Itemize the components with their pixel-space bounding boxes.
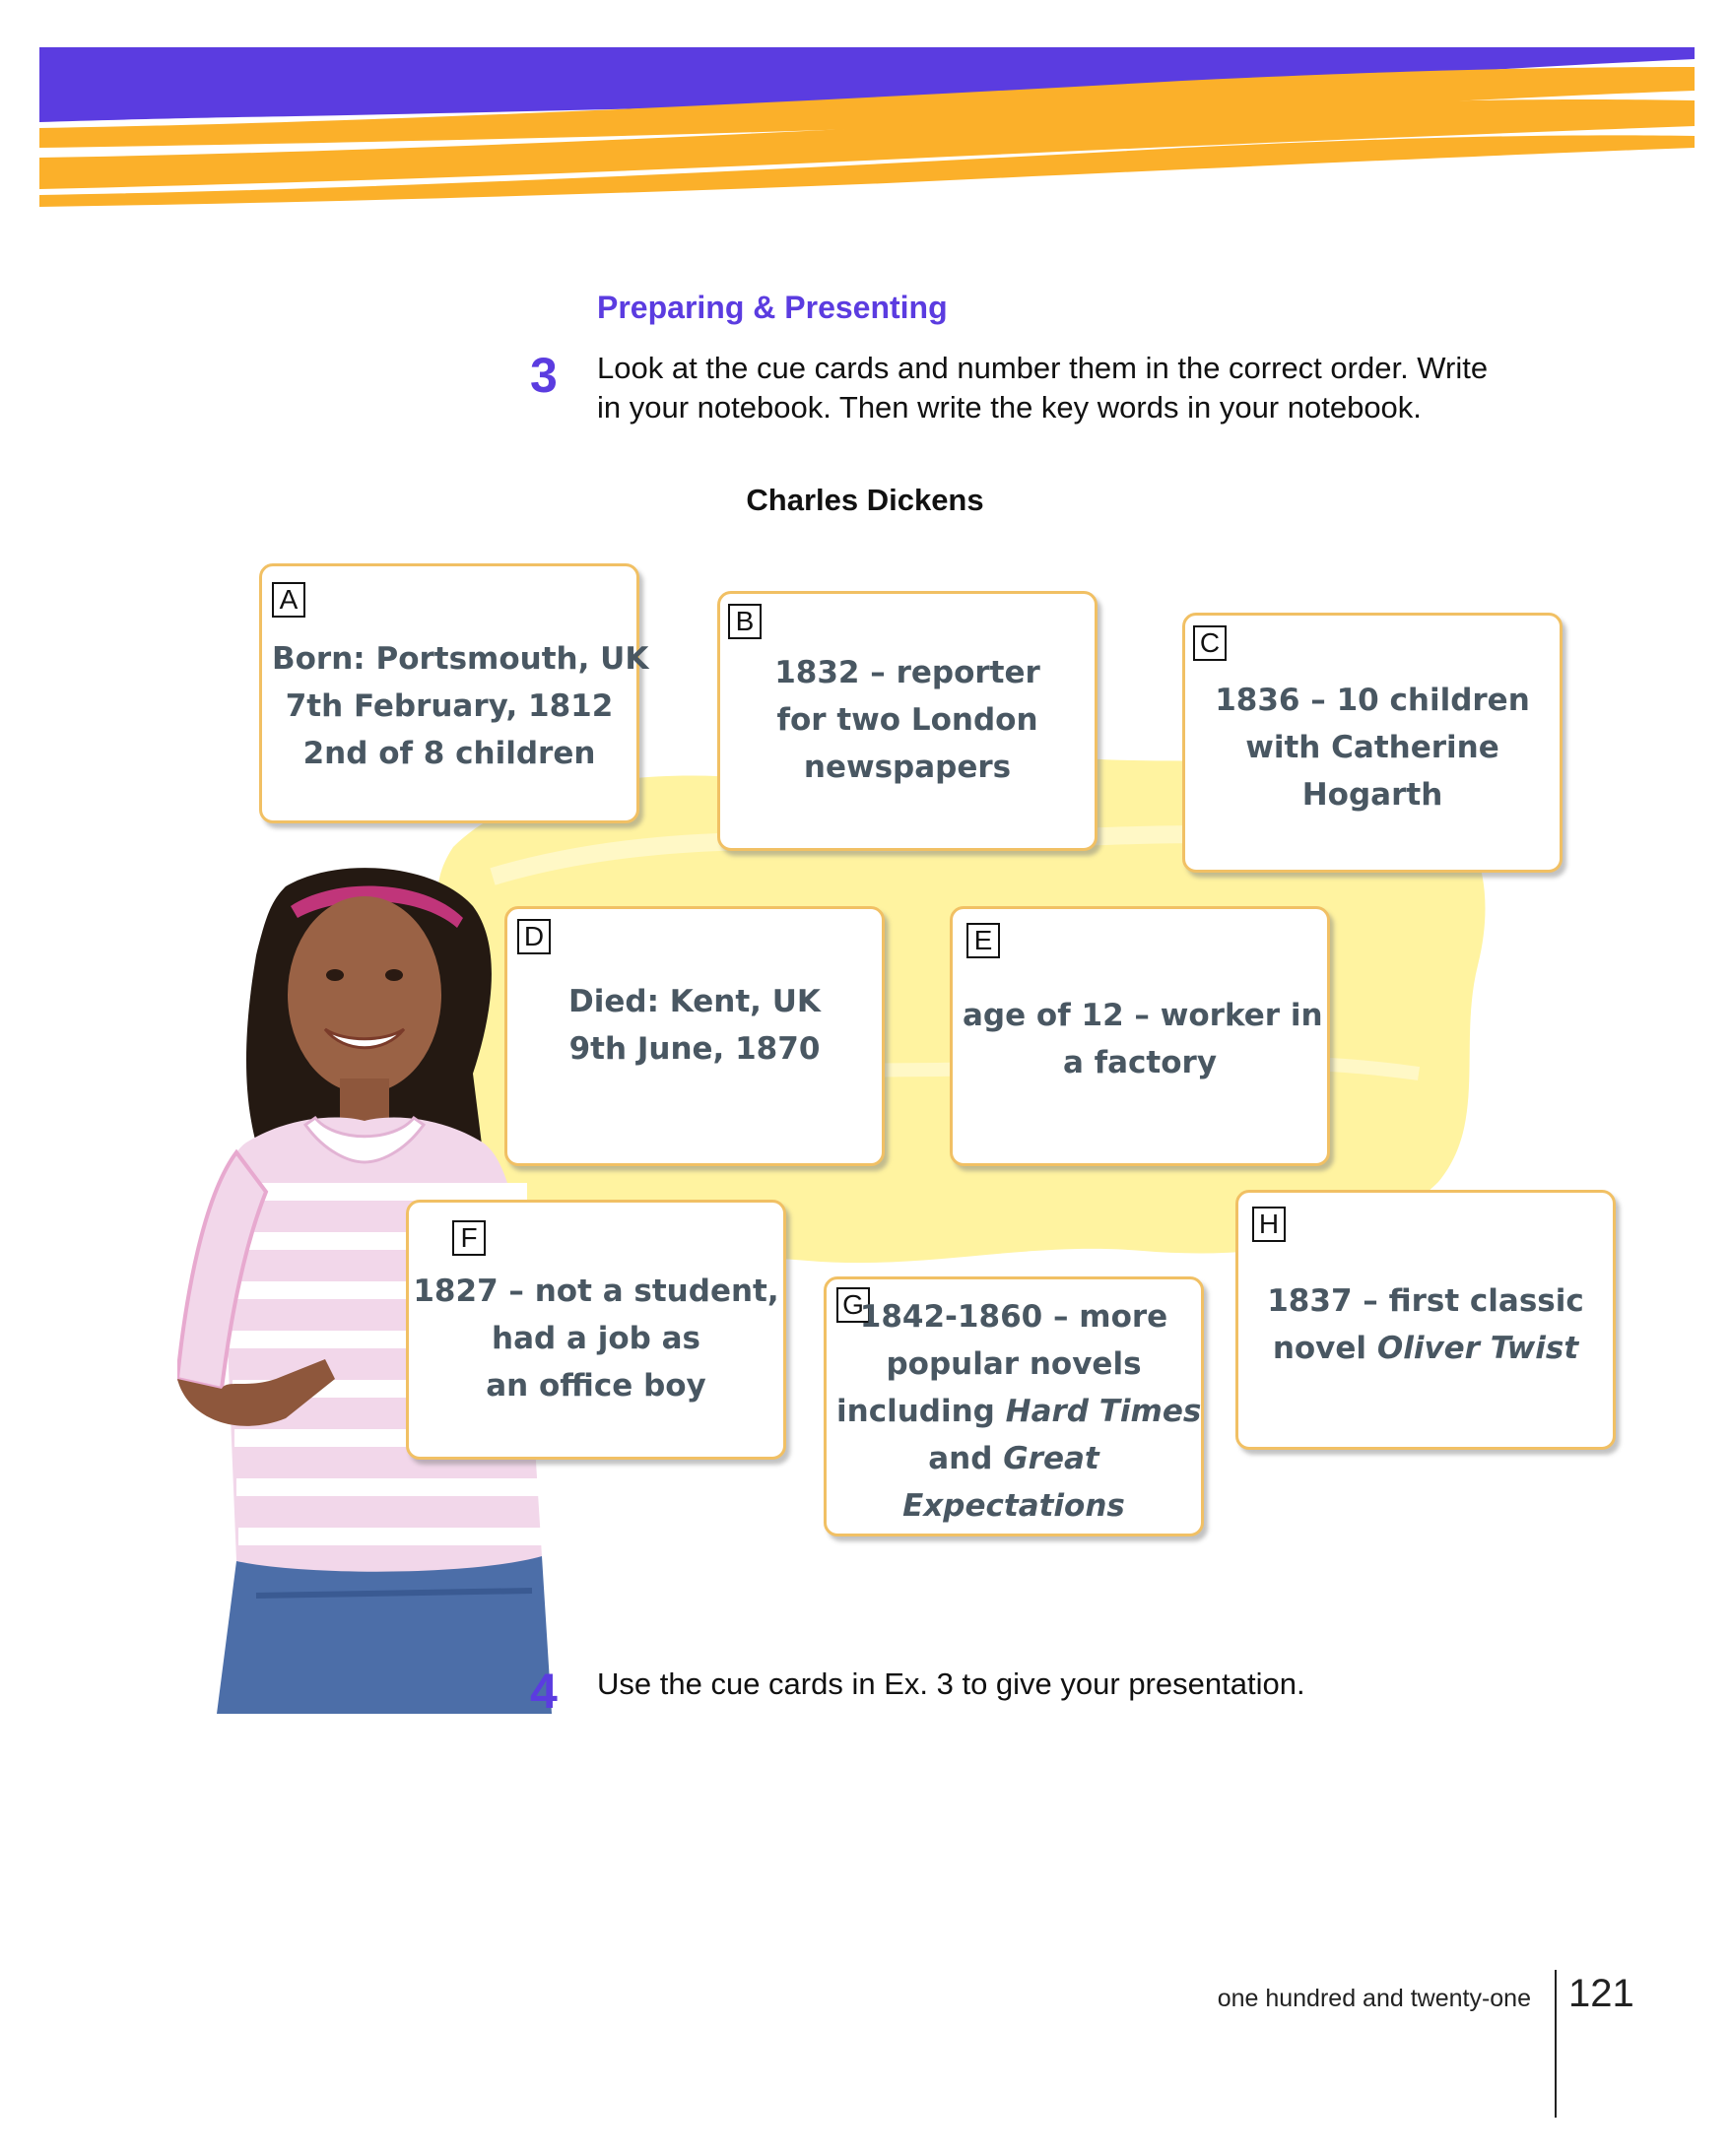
card-h-line-2-plain: novel (1272, 1331, 1377, 1366)
card-letter-b: B (728, 604, 762, 639)
exercise-3-instruction-line-1: Look at the cue cards and number them in the correct order. Write (597, 351, 1489, 385)
card-c-line-3: Hogarth (1301, 777, 1443, 813)
card-c-line-2: with Catherine (1245, 730, 1499, 765)
card-g-line-3-plain: including (836, 1394, 1006, 1429)
card-g-title-great: Great (1003, 1441, 1099, 1476)
card-a-line-3: 2nd of 8 children (302, 736, 596, 771)
cue-card-h (1235, 1190, 1616, 1450)
card-e-text (963, 992, 1323, 1086)
card-g-line-2: popular novels (886, 1346, 1142, 1382)
card-letter-c: C (1193, 625, 1227, 661)
card-f-line-3: an office boy (486, 1368, 706, 1404)
card-letter-f: F (452, 1220, 486, 1256)
section-heading: Preparing & Presenting (597, 290, 948, 325)
card-b-text (730, 649, 1085, 791)
exercise-3-number: 3 (530, 348, 558, 403)
girl-face (288, 896, 441, 1093)
cue-card-b (717, 591, 1098, 851)
page-number: 121 (1568, 1972, 1634, 2015)
cue-card-g (824, 1276, 1204, 1536)
card-letter-d: D (517, 919, 551, 954)
card-c-line-1: 1836 – 10 children (1215, 683, 1530, 718)
card-f-line-2: had a job as (492, 1321, 700, 1356)
card-letter-h: H (1252, 1207, 1286, 1242)
card-d-line-1: Died: Kent, UK (568, 984, 821, 1019)
card-a-line-1: Born: Portsmouth, UK (272, 641, 649, 677)
exercise-4-instruction: Use the cue cards in Ex. 3 to give your presentation. (597, 1666, 1305, 1701)
exercise-4-number: 4 (530, 1664, 558, 1719)
cue-card-e (950, 906, 1330, 1166)
girl-jeans (217, 1556, 552, 1714)
page-number-words: one hundred and twenty-one (1217, 1985, 1531, 2012)
header-banner (0, 0, 1730, 236)
cue-card-f (406, 1200, 786, 1460)
card-h-title-oliver-twist: Oliver Twist (1376, 1331, 1579, 1366)
cue-card-a (259, 563, 649, 823)
card-e-line-2: a factory (1062, 1045, 1218, 1080)
card-f-line-1: 1827 – not a student, (413, 1274, 779, 1309)
card-d-line-2: 9th June, 1870 (568, 1031, 821, 1067)
card-g-title-expectations: Expectations (902, 1488, 1125, 1524)
card-b-line-3: newspapers (803, 750, 1012, 785)
exercise-3-instruction-line-2: in your notebook. Then write the key words in your notebook. (597, 390, 1422, 425)
card-g-line-3 (836, 1388, 1202, 1435)
cue-card-c (1182, 613, 1563, 873)
cue-cards-title: Charles Dickens (746, 483, 984, 517)
card-c-text (1195, 677, 1550, 818)
card-letter-a: A (272, 582, 305, 618)
card-g-line-4 (836, 1435, 1191, 1482)
card-g-line-5 (836, 1482, 1191, 1530)
card-a-line-2: 7th February, 1812 (285, 688, 614, 724)
card-h-line-1: 1837 – first classic (1267, 1283, 1584, 1319)
card-f-text (411, 1268, 781, 1409)
card-e-line-1: age of 12 – worker in (963, 998, 1323, 1033)
card-a-text (272, 635, 649, 777)
card-h-text (1248, 1277, 1603, 1372)
card-letter-e: E (966, 923, 1000, 958)
card-g-text (836, 1293, 1202, 1530)
card-b-line-1: 1832 – reporter (774, 655, 1040, 690)
card-g-line-1: 1842-1860 – more (859, 1299, 1168, 1335)
footer-divider (1555, 1970, 1557, 2118)
card-g-title-hard-times: Hard Times (1005, 1394, 1202, 1429)
card-g-line-4-plain: and (928, 1441, 1004, 1476)
card-h-line-2 (1248, 1325, 1603, 1372)
card-b-line-2: for two London (776, 702, 1038, 738)
card-letter-g: G (836, 1287, 870, 1323)
